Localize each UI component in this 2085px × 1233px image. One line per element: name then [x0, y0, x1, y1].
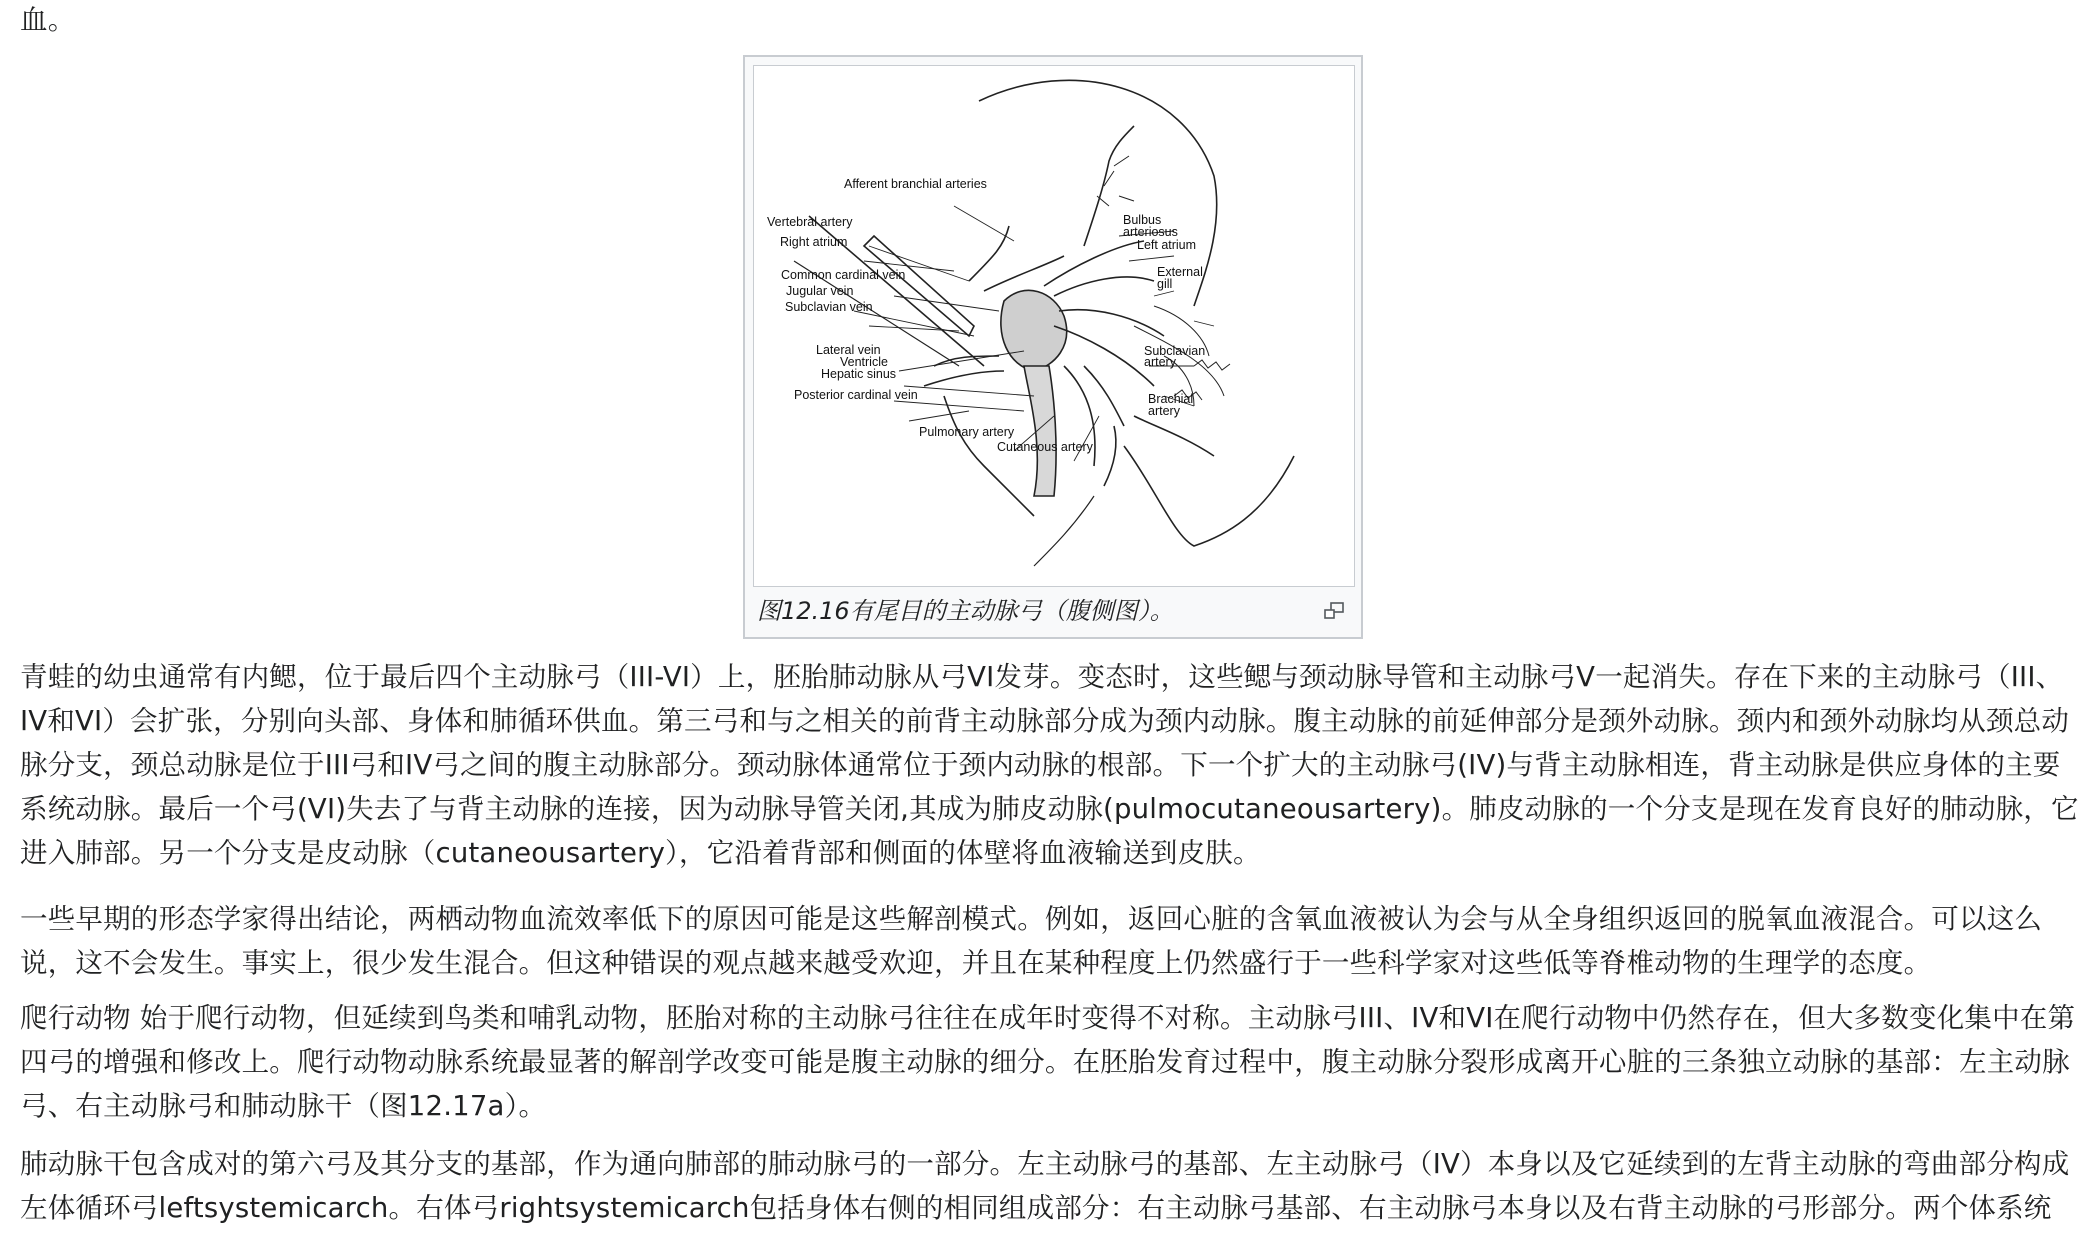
label-subclavian-artery-1: Subclavian — [1144, 344, 1206, 358]
figure-thumbnail — [743, 55, 1363, 639]
label-external-2: gill — [1157, 277, 1173, 291]
label-ventricle: Ventricle — [840, 355, 888, 369]
label-jugular: Jugular vein — [786, 284, 854, 298]
label-posterior-cardinal: Posterior cardinal vein — [794, 388, 918, 402]
label-vertebral: Vertebral artery — [767, 215, 853, 229]
label-pulmonary: Pulmonary artery — [919, 425, 1015, 439]
label-brachial-2: artery — [1148, 404, 1180, 418]
magnify-clip-icon[interactable] — [1323, 602, 1345, 620]
label-subclavian-vein: Subclavian vein — [785, 300, 873, 314]
label-brachial-1: Brachial — [1148, 392, 1194, 406]
paragraph-reptiles: 爬行动物 始于爬行动物，但延续到鸟类和哺乳动物，胚胎对称的主动脉弓往往在成年时变得不对称。主动脉弓III、IV和VI在爬行动物中仍然存在，但大多数变化集中在第四弓的增强和修改上。爬行动物动脉系统最显著的解剖学改变可能是腹主动脉的细分。在胚胎发育过程中，腹主动脉分裂形成离开心脏的三条独立动脉的基部：左主动脉弓、右主动脉弓和肺动脉干（图12.17a）。 — [20, 1002, 2076, 1122]
aortic-arches-diagram — [754, 66, 1354, 586]
figure-caption: 图12.16有尾目的主动脉弓（腹侧图）。 — [757, 597, 1174, 625]
label-right-atrium: Right atrium — [780, 235, 848, 249]
label-common-cardinal: Common cardinal vein — [781, 268, 906, 282]
label-cutaneous: Cutaneous artery — [997, 440, 1093, 454]
label-lateral-vein: Lateral vein — [816, 343, 881, 357]
paragraph-frog-larvae: 青蛙的幼虫通常有内鳃，位于最后四个主动脉弓（III-VI）上，胚胎肺动脉从弓VI发芽。变态时，这些鳃与颈动脉导管和主动脉弓V一起消失。存在下来的主动脉弓（III、IV和VI）会扩张，分别向头部、身体和肺循环供血。第三弓和与之相关的前背主动脉部分成为颈内动脉。腹主动脉的前延伸部分是颈外动脉。颈内和颈外动脉均从颈总动脉分支，颈总动脉是位于III弓和IV弓之间的腹主动脉部分。颈动脉体通常位于颈内动脉的根部。下一个扩大的主动脉弓(IV)与背主动脉相连，背主动脉是供应身体的主要系统动脉。最后一个弓(VI)失去了与背主动脉的连接，因为动脉导管关闭,其成为肺皮动脉(pulmocutaneousartery)。肺皮动脉的一个分支是现在发育良好的肺动脉，它进入肺部。另一个分支是皮动脉（cutaneousartery），它沿着背部和侧面的体壁将血液输送到皮肤。 — [20, 661, 2079, 869]
label-left-atrium: Left atrium — [1137, 238, 1197, 252]
label-bulbus-2: arteriosus — [1123, 225, 1178, 239]
top-text-fragment: 血。 — [20, 4, 76, 36]
label-bulbus-1: Bulbus — [1123, 213, 1162, 227]
label-external-1: External — [1157, 265, 1203, 279]
paragraph-morphologists: 一些早期的形态学家得出结论，两栖动物血流效率低下的原因可能是这些解剖模式。例如，返回心脏的含氧血液被认为会与从全身组织返回的脱氧血液混合。可以这么说，这不会发生。事实上，很少发生混合。但这种错误的观点越来越受欢迎，并且在某种程度上仍然盛行于一些科学家对这些低等脊椎动物的生理学的态度。 — [20, 903, 2043, 979]
label-subclavian-artery-2: artery — [1144, 355, 1176, 369]
label-hepatic-sinus: Hepatic sinus — [821, 367, 897, 381]
label-afferent: Afferent branchial arteries — [844, 177, 987, 191]
figure-image[interactable] — [753, 65, 1355, 587]
paragraph-pulmonary-trunk: 肺动脉干包含成对的第六弓及其分支的基部，作为通向肺部的肺动脉弓的一部分。左主动脉弓的基部、左主动脉弓（IV）本身以及它延续到的左背主动脉的弯曲部分构成左体循环弓leftsystemicarch。右体弓rightsystemicarch包括身体右侧的相同组成部分：右主动脉弓基部、右主动脉弓本身以及右背主动脉的弓形部分。两个体系统 — [20, 1148, 2070, 1224]
